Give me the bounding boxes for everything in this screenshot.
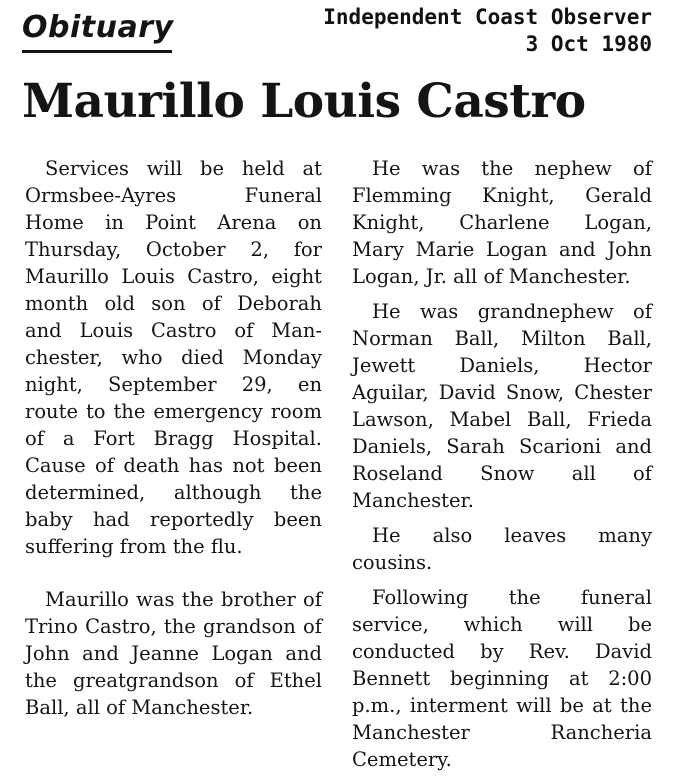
publication-name: Independent Coast Observer — [323, 5, 652, 29]
kicker-underline — [22, 50, 172, 53]
section-kicker: Obituary — [22, 10, 174, 45]
paragraph-siblings: Maurillo was the brother of Trino Castro, the grandson of John and Jeanne Logan and the greatgrandson of Ethel Ball, all of Manchester. — [25, 588, 322, 719]
paragraph-grandnephew: He was grandnephew of Norman Ball, Milton Ball, Jewett Daniels, Hector Aguilar, David Snow, Chester Lawson, Mabel Ball, Frieda Daniels, Sarah Scarioni and Roseland Snow all of Manchester. — [352, 300, 652, 512]
paragraph-cousins: He also leaves many cousins. — [352, 524, 652, 574]
obituary-headline: Maurillo Louis Castro — [22, 74, 586, 129]
publication-date: 3 Oct 1980 — [525, 32, 652, 56]
article-column-left — [25, 155, 322, 721]
column-gutter — [336, 150, 337, 770]
source-citation — [323, 4, 652, 58]
article-column-right — [352, 155, 652, 773]
paragraph-services: Services will be held at Ormsbee-Ayres Funeral Home in Point Arena on Thursday, October 2, for Maurillo Louis Castro, eight month old son of Deborah and Louis Castro of Manchester, who died Monday night, September 29, en route to the emergency room of a Fort Bragg Hospital. Cause of death has not been determined, although the baby had reportedly been suffering from the flu. — [25, 157, 322, 558]
paragraph-burial: Following the funeral service, which will be conducted by Rev. David Bennett beginning at 2:00 p.m., interment will be at the Manchester Rancheria Cemetery. — [352, 586, 652, 771]
paragraph-nephew: He was the nephew of Flemming Knight, Gerald Knight, Charlene Logan, Mary Marie Logan and John Logan, Jr. all of Manchester. — [352, 157, 652, 288]
